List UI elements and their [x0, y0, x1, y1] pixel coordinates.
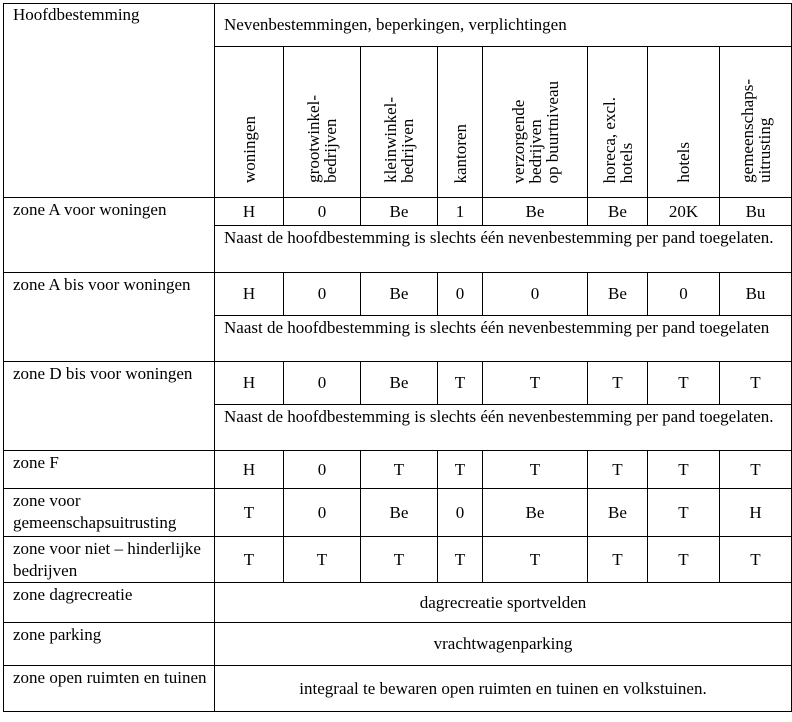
column-header-hotels: hotels — [648, 47, 720, 198]
table-cell: T — [361, 537, 438, 583]
table-cell: T — [720, 451, 792, 489]
table-cell: Be — [588, 198, 648, 226]
column-header-horeca: horeca, excl. hotels — [588, 47, 648, 198]
table-cell: T — [720, 537, 792, 583]
table-cell: H — [215, 451, 284, 489]
bestemmingen-table — [3, 3, 792, 712]
table-cell: Be — [361, 273, 438, 316]
table-cell: Be — [361, 489, 438, 537]
table-cell: Be — [361, 362, 438, 405]
table-cell: T — [284, 537, 361, 583]
table-row — [4, 198, 792, 226]
table-cell: 0 — [284, 198, 361, 226]
table-cell: Be — [483, 489, 588, 537]
table-cell: H — [215, 273, 284, 316]
table-cell: H — [215, 362, 284, 405]
table-cell: T — [215, 489, 284, 537]
table-cell: Bu — [720, 273, 792, 316]
column-header-kleinwinkelbedrijven: kleinwinkel- bedrijven — [361, 47, 438, 198]
table-row — [4, 273, 792, 316]
table-cell: 0 — [483, 273, 588, 316]
table-cell: T — [215, 537, 284, 583]
table-cell: 1 — [438, 198, 483, 226]
table-cell: T — [361, 451, 438, 489]
zone-note: Naast de hoofdbestemming is slechts één nevenbestemming per pand toegelaten — [215, 316, 792, 362]
zone-description: vrachtwagenparking — [215, 623, 792, 666]
header-nevenbestemmingen: Nevenbestemmingen, beperkingen, verplichtingen — [215, 4, 792, 47]
table-cell: T — [588, 362, 648, 405]
table-cell: T — [438, 537, 483, 583]
column-header-grootwinkelbedrijven: grootwinkel- bedrijven — [284, 47, 361, 198]
table-cell: T — [438, 451, 483, 489]
table-cell: T — [588, 537, 648, 583]
zone-label: zone A bis voor woningen — [4, 273, 215, 362]
zone-label: zone D bis voor woningen — [4, 362, 215, 451]
column-header-gemeenschapsuitrusting: gemeenschaps- uitrusting — [720, 47, 792, 198]
table-cell: T — [720, 362, 792, 405]
zone-note: Naast de hoofdbestemming is slechts één nevenbestemming per pand toegelaten. — [215, 405, 792, 451]
table-cell: Be — [483, 198, 588, 226]
zone-description: dagrecreatie sportvelden — [215, 583, 792, 623]
table-cell: Be — [588, 273, 648, 316]
table-cell: 0 — [438, 489, 483, 537]
table-cell: Be — [361, 198, 438, 226]
zone-label: zone open ruimten en tuinen — [4, 666, 215, 712]
table-cell: T — [648, 537, 720, 583]
table-cell: 0 — [438, 273, 483, 316]
table-cell: T — [483, 362, 588, 405]
table-row — [4, 666, 792, 712]
zone-label: zone voor gemeenschapsuitrusting — [4, 489, 215, 537]
table-cell: 0 — [284, 489, 361, 537]
table-cell: H — [215, 198, 284, 226]
table-cell: 0 — [284, 451, 361, 489]
header-hoofdbestemming: Hoofdbestemming — [4, 4, 215, 198]
zone-label: zone voor niet – hinderlijke bedrijven — [4, 537, 215, 583]
table-cell: T — [483, 451, 588, 489]
table-cell: Bu — [720, 198, 792, 226]
table-row — [4, 489, 792, 537]
zone-label: zone parking — [4, 623, 215, 666]
zone-description: integraal te bewaren open ruimten en tuinen en volkstuinen. — [215, 666, 792, 712]
zone-label: zone dagrecreatie — [4, 583, 215, 623]
table-row — [4, 623, 792, 666]
table-cell: 20K — [648, 198, 720, 226]
zone-note: Naast de hoofdbestemming is slechts één nevenbestemming per pand toegelaten. — [215, 226, 792, 273]
table-cell: 0 — [648, 273, 720, 316]
table-row — [4, 451, 792, 489]
table-cell: T — [648, 451, 720, 489]
table-cell: H — [720, 489, 792, 537]
table-row — [4, 362, 792, 405]
column-header-woningen: woningen — [215, 47, 284, 198]
column-header-kantoren: kantoren — [438, 47, 483, 198]
table-cell: T — [588, 451, 648, 489]
table-row — [4, 583, 792, 623]
table-cell: T — [648, 489, 720, 537]
table-cell: Be — [588, 489, 648, 537]
column-header-verzorgende-bedrijven: verzorgende bedrijven op buurtniveau — [483, 47, 588, 198]
zone-label: zone F — [4, 451, 215, 489]
table-cell: 0 — [284, 362, 361, 405]
zone-label: zone A voor woningen — [4, 198, 215, 273]
table-cell: T — [438, 362, 483, 405]
table-cell: T — [648, 362, 720, 405]
table-cell: 0 — [284, 273, 361, 316]
table-cell: T — [483, 537, 588, 583]
table-row — [4, 537, 792, 583]
